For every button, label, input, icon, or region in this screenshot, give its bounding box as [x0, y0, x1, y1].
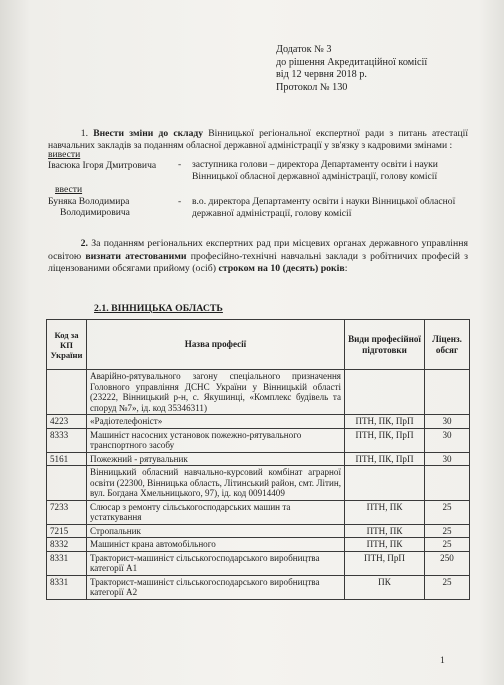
table-row — [47, 415, 470, 429]
header-name: Назва професії — [87, 320, 345, 370]
row-volume: 30 — [425, 452, 470, 466]
row-code: 8333 — [47, 428, 87, 452]
annex-date: від 12 червня 2018 р. — [276, 69, 367, 80]
row-types: ПТН, ПК — [345, 538, 425, 552]
row-volume: 30 — [425, 428, 470, 452]
remove-dash: - — [178, 159, 182, 170]
row-name: Слюсар з ремонту сільськогосподарських машин та устаткування — [87, 500, 345, 524]
row-types: ПТН, ПК — [345, 500, 425, 524]
item-1-text: Вінницької регіональної експертної ради з питань атестації навчальних закладів за поданням обласної державної адміністрації у зв'язку з кадровими змінами : — [48, 128, 468, 151]
table-row — [47, 524, 470, 538]
add-dash: - — [178, 196, 182, 207]
row-code: 8331 — [47, 551, 87, 575]
row-types: ПТН, ПК, ПрП — [345, 415, 425, 429]
row-code: 5161 — [47, 452, 87, 466]
group-1-title — [87, 370, 345, 415]
item-2-text-a: За поданням регіональних експертних рад при місцевих органах державного управління освітою — [48, 238, 468, 262]
header-types: Види професійної підготовки — [345, 320, 425, 370]
row-volume: 25 — [425, 575, 470, 599]
group-2-title-bold: Вінницький обласний навчально-курсовий комбінат аграрної освіти — [90, 467, 341, 488]
table-row — [47, 452, 470, 466]
add-name-line1: Буняка Володимира — [48, 196, 130, 207]
row-types: ПТН, ПК, ПрП — [345, 452, 425, 466]
table-row — [47, 538, 470, 552]
add-name-line2: Володимировича — [60, 207, 130, 218]
add-label: ввести — [55, 184, 83, 195]
row-name: «Радіотелефоніст» — [87, 415, 345, 429]
group-2-row — [47, 466, 470, 501]
remove-name: Івасюка Ігоря Дмитровича — [48, 160, 157, 171]
row-code: 7215 — [47, 524, 87, 538]
row-types: ПК — [345, 575, 425, 599]
item-2-paragraph — [48, 238, 468, 276]
section-title: 2.1. ВІННИЦЬКА ОБЛАСТЬ — [94, 303, 223, 314]
item-1-bold: Внести зміни до складу — [93, 128, 204, 139]
row-volume: 25 — [425, 538, 470, 552]
table-row — [47, 428, 470, 452]
table-row — [47, 551, 470, 575]
professions-table — [46, 319, 470, 600]
header-volume: Ліценз. обсяг — [425, 320, 470, 370]
group-1-title-bold: Аварійно-рятувального загону спеціального призначення Головного управління ДСНС України у Вінницькій області — [90, 371, 341, 392]
item-2-text-b: професійно-технічні навчальні заклади з робітничих професій з ліцензованими обсягами прийому (осіб) — [48, 250, 468, 274]
row-name: Стропальник — [87, 524, 345, 538]
row-name: Тракторист-машиніст сільськогосподарського виробництва категорії А1 — [87, 551, 345, 575]
row-volume: 250 — [425, 551, 470, 575]
row-volume: 25 — [425, 500, 470, 524]
remove-label: вивести — [48, 149, 81, 160]
add-role: в.о. директора Департаменту освіти і науки Вінницької обласної державної адміністрації, голову комісії — [192, 196, 456, 219]
item-2-bold-a: визнати атестованими — [85, 250, 187, 262]
row-name: Машиніст насосних установок пожежно-рятувального транспортного засобу — [87, 428, 345, 452]
group-1-row — [47, 370, 470, 415]
row-code: 8332 — [47, 538, 87, 552]
item-1-number: 1. — [80, 128, 88, 139]
table-row — [47, 500, 470, 524]
header-code: Код за КП України — [47, 320, 87, 370]
row-code: 8331 — [47, 575, 87, 599]
row-types: ПТН, ПрП — [345, 551, 425, 575]
item-2-number: 2. — [80, 238, 88, 249]
row-types: ПТН, ПК, ПрП — [345, 428, 425, 452]
group-2-title-plain: (22300, Вінницька область, Літинський район, смт. Літин, вул. Богдана Хмельницького, 97), ід. код 00914409 — [90, 477, 341, 498]
item-2-text-c: : — [344, 263, 348, 274]
page-number: 1 — [440, 656, 445, 666]
row-volume: 30 — [425, 415, 470, 429]
row-code: 4223 — [47, 415, 87, 429]
row-types: ПТН, ПК — [345, 524, 425, 538]
row-code: 7233 — [47, 500, 87, 524]
row-name: Пожежний - рятувальник — [87, 452, 345, 466]
table-header-row — [47, 320, 470, 370]
annex-protocol: Протокол № 130 — [276, 81, 348, 93]
annex-decision: до рішення Акредитаційної комісії — [276, 56, 428, 68]
group-2-title — [87, 466, 345, 501]
group-1-title-plain: (23222, Вінницький р-н, с. Якушинці, «Комплекс будівель та споруд №7», ід. код 35346311) — [90, 392, 341, 413]
annex-number: Додаток № 3 — [276, 44, 332, 55]
item-1-paragraph — [48, 128, 468, 151]
row-name: Тракторист-машиніст сільськогосподарського виробництва категорії А2 — [87, 575, 345, 599]
annex-header — [276, 44, 427, 94]
row-name: Машиніст крана автомобільного — [87, 538, 345, 552]
remove-role: заступника голови – директора Департаменту освіти і науки Вінницької обласної державної адміністрації, голову комісії — [192, 159, 438, 182]
row-volume: 25 — [425, 524, 470, 538]
item-2-bold-b: строком на 10 (десять) років — [218, 263, 345, 274]
table-row — [47, 575, 470, 599]
